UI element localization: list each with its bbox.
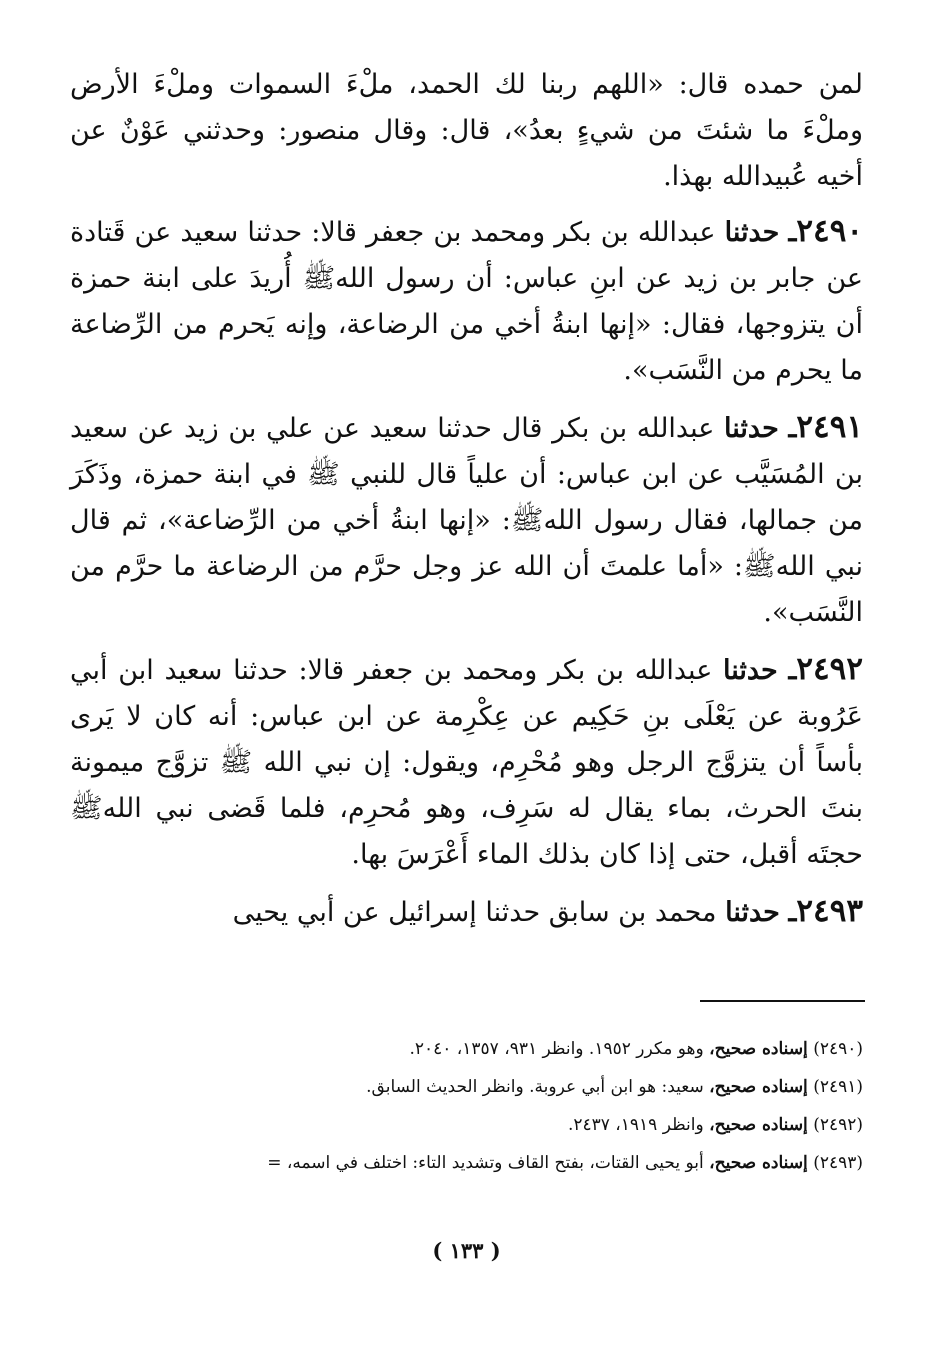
hadith-paragraph <box>70 888 863 936</box>
hadith-paragraph <box>70 404 863 636</box>
footnote-separator <box>700 1000 865 1002</box>
footnote <box>63 1144 863 1182</box>
footnote-ref: (٢٤٩٣) <box>813 1153 863 1173</box>
footnote-text: وهو مكرر ١٩٥٢. وانظر ٩٣١، ١٣٥٧، ٢٠٤٠. <box>409 1039 704 1059</box>
main-text <box>70 62 863 936</box>
footnote-text: وانظر ١٩١٩، ٢٤٣٧. <box>567 1115 704 1135</box>
hadith-dash: ـ <box>788 897 797 928</box>
footnote-grade: إسناده صحيح، <box>709 1115 808 1135</box>
footnote-text: أبو يحيى القتات، بفتح القاف وتشديد التاء: اختلف في اسمه، = <box>267 1153 704 1173</box>
footnote-ref: (٢٤٩١) <box>813 1077 863 1097</box>
hadith-text: محمد بن سابق حدثنا إسرائيل عن أبي يحيى <box>232 897 717 928</box>
footnote <box>63 1106 863 1144</box>
hadith-dash: ـ <box>788 655 797 686</box>
footnote-ref: (٢٤٩٢) <box>813 1115 863 1135</box>
hadith-lead-word: حدثنا <box>723 655 778 686</box>
hadith-number: ٢٤٩١ <box>796 409 863 445</box>
hadith-dash: ـ <box>788 217 797 248</box>
hadith-number: ٢٤٩٠ <box>796 213 863 249</box>
continuation-paragraph: لمن حمده قال: «اللهم ربنا لك الحمد، ملْءَ السموات وملْءَ الأرض وملْءَ ما شئتَ من شيءٍ بعدُ»، قال: وقال منصور: وحدثني عَوْنٌ عن أخيه عُبيدالله بهذا. <box>70 69 863 192</box>
hadith-lead-word: حدثنا <box>724 413 779 444</box>
footnotes <box>63 1030 863 1182</box>
hadith-text: عبدالله بن بكر ومحمد بن جعفر قالا: حدثنا سعيد عن قَتادة عن جابر بن زيد عن ابنِ عباس: أن رسول اللهﷺ أُريدَ على ابنة حمزة أن يتزوجها، فقال: «إنها ابنةُ أخي من الرضاعة، وإنه يَحرم من الرِّضاعة ما يحرم من النَّسَب». <box>70 217 863 386</box>
hadith-dash: ـ <box>788 413 797 444</box>
footnote-grade: إسناده صحيح، <box>709 1077 808 1097</box>
hadith-number: ٢٤٩٣ <box>796 893 863 929</box>
footnote <box>63 1030 863 1068</box>
footnote-grade: إسناده صحيح، <box>709 1153 808 1173</box>
hadith-number: ٢٤٩٢ <box>796 651 863 687</box>
hadith-lead-word: حدثنا <box>725 897 780 928</box>
footnote-grade: إسناده صحيح، <box>709 1039 808 1059</box>
hadith-text: عبدالله بن بكر قال حدثنا سعيد عن علي بن زيد عن سعيد بن المُسَيَّب عن ابن عباس: أن علياً قال للنبي ﷺ في ابنة حمزة، وذَكَرَ من جمالها، فقال رسول اللهﷺ: «إنها ابنةُ أخي من الرِّضاعة»، ثم قال نبي اللهﷺ: «أما علمتَ أن الله عز وجل حرَّم من الرضاعة ما حرَّم من النَّسَب». <box>70 413 863 628</box>
page-number: ( ١٣٣ ) <box>432 1238 501 1263</box>
footnote-ref: (٢٤٩٠) <box>813 1039 863 1059</box>
footnote <box>63 1068 863 1106</box>
hadith-text: عبدالله بن بكر ومحمد بن جعفر قالا: حدثنا سعيد ابن أبي عَرُوبة عن يَعْلَى بنِ حَكِيم عن عِكْرِمة عن ابن عباس: أنه كان لا يَرى بأساً أن يتزوَّج الرجل وهو مُحْرِم، ويقول: إن نبي الله ﷺ تزوَّج ميمونة بنتَ الحرث، بماء يقال له سَرِف، وهو مُحرِم، فلما قَضى نبي اللهﷺ حجتَه أقبل، حتى إذا كان بذلك الماء أَعْرَسَ بها. <box>70 655 863 870</box>
hadith-paragraph <box>70 646 863 878</box>
hadith-lead-word: حدثنا <box>724 217 780 248</box>
hadith-paragraph <box>70 208 863 394</box>
footnote-text: سعيد: هو ابن أبي عروبة. وانظر الحديث السابق. <box>366 1077 704 1097</box>
